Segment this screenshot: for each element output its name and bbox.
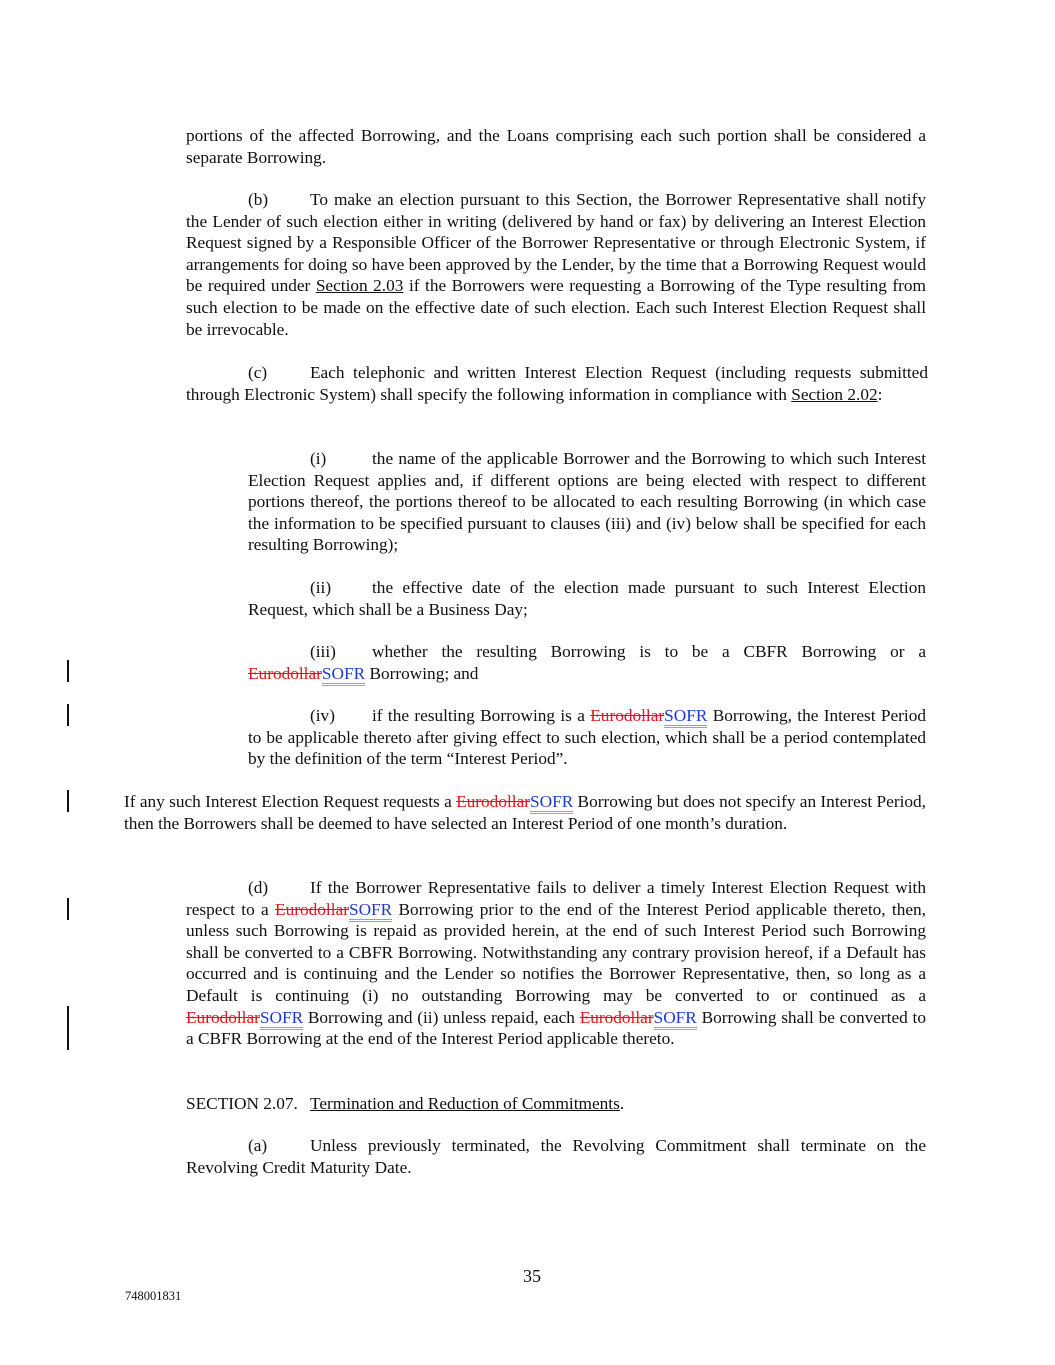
inserted-text: SOFR <box>349 900 392 922</box>
page-number: 35 <box>523 1266 541 1286</box>
item-iii: (iii) whether the resulting Borrowing is to be a CBFR Borrowing or a EurodollarSOFR Borrowing; and <box>248 641 926 684</box>
deleted-text: Eurodollar <box>275 899 349 919</box>
section-number: SECTION 2.07. <box>186 1094 298 1113</box>
paragraph-b: (b) To make an election pursuant to this Section, the Borrower Representative shall notify the Lender of such election either in writing (delivered by hand or fax) by delivering an Interest Election Request signed by a Responsible Officer of the Borrower Representative or through Electronic System, if arrangements for doing so have been approved by the Lender, by the time that a Borrowing Request would be required under Section 2.03 if the Borrowers were requesting a Borrowing of the Type resulting from such election to be made on the effective date of such election. Each such Interest Election Request shall be irrevocable. <box>186 190 926 339</box>
change-bar <box>67 790 69 812</box>
inserted-text: SOFR <box>654 1008 697 1030</box>
clause-label: (d) <box>248 878 269 897</box>
clause-label: (b) <box>248 190 269 209</box>
change-bar <box>67 704 69 726</box>
section-heading: SECTION 2.07. Termination and Reduction of Commitments. <box>186 1094 625 1113</box>
inserted-text: SOFR <box>664 706 707 728</box>
section-reference-link[interactable]: Section 2.02 <box>791 384 878 404</box>
clause-label: (a) <box>248 1136 268 1155</box>
paragraph-continuation: portions of the affected Borrowing, and the Loans comprising each such portion shall be considered a separate Borrowing. <box>186 126 926 167</box>
change-bar <box>67 660 69 682</box>
clause-label: (c) <box>248 363 268 382</box>
item-label: (iii) <box>310 642 336 661</box>
deleted-text: Eurodollar <box>186 1007 260 1027</box>
section-title: Termination and Reduction of Commitments <box>310 1094 620 1113</box>
item-i: (i) the name of the applicable Borrower and the Borrowing to which such Interest Election Request applies and, if different options are being elected with respect to different portions thereof, the portions thereof to be allocated to each resulting Borrowing (in which case the information to be specified pursuant to clauses (iii) and (iv) below shall be specified for each resulting Borrowing); <box>248 449 926 555</box>
item-label: (ii) <box>310 578 332 597</box>
deleted-text: Eurodollar <box>579 1007 654 1027</box>
deleted-text: Eurodollar <box>456 792 530 811</box>
item-label: (i) <box>310 449 327 468</box>
item-label: (iv) <box>310 706 335 725</box>
inserted-text: SOFR <box>260 1008 303 1030</box>
item-ii: (ii) the effective date of the election made pursuant to such Interest Election Request, which shall be a Business Day; <box>248 578 926 619</box>
item-iv: (iv) if the resulting Borrowing is a EurodollarSOFR Borrowing, the Interest Period to be applicable thereto after giving effect to such election, which shall be a period contemplated by the definition of the term “Interest Period”. <box>248 706 926 769</box>
change-bar <box>67 898 69 920</box>
paragraph-if-any: If any such Interest Election Request requests a EurodollarSOFR Borrowing but does not specify an Interest Period, then the Borrowers shall be deemed to have selected an Interest Period of one month’s duration. <box>124 792 926 833</box>
document-id: 748001831 <box>125 1289 182 1303</box>
deleted-text: Eurodollar <box>248 663 322 683</box>
inserted-text: SOFR <box>322 664 365 686</box>
deleted-text: Eurodollar <box>590 706 665 725</box>
change-bar <box>67 1006 69 1050</box>
paragraph-c: (c) Each telephonic and written Interest Election Request (including requests submitted through Electronic System) shall specify the following information in compliance with Section 2.02: <box>186 363 928 404</box>
inserted-text: SOFR <box>530 792 573 814</box>
paragraph-207-a: (a) Unless previously terminated, the Revolving Commitment shall terminate on the Revolving Credit Maturity Date. <box>186 1136 926 1177</box>
paragraph-d: (d) If the Borrower Representative fails to deliver a timely Interest Election Request with respect to a EurodollarSOFR Borrowing prior to the end of the Interest Period applicable thereto, then, unless such Borrowing is repaid as provided herein, at the end of such Interest Period such Borrowing shall be converted to a CBFR Borrowing. Notwithstanding any contrary provision hereof, if a Default has occurred and is continuing and the Lender so notifies the Borrower Representative, then, so long as a Default is continuing (i) no outstanding Borrowing may be converted to or continued as a EurodollarSOFR Borrowing and (ii) unless repaid, each EurodollarSOFR Borrowing shall be converted to a CBFR Borrowing at the end of the Interest Period applicable thereto. <box>186 878 926 1049</box>
section-reference-link[interactable]: Section 2.03 <box>315 276 404 296</box>
